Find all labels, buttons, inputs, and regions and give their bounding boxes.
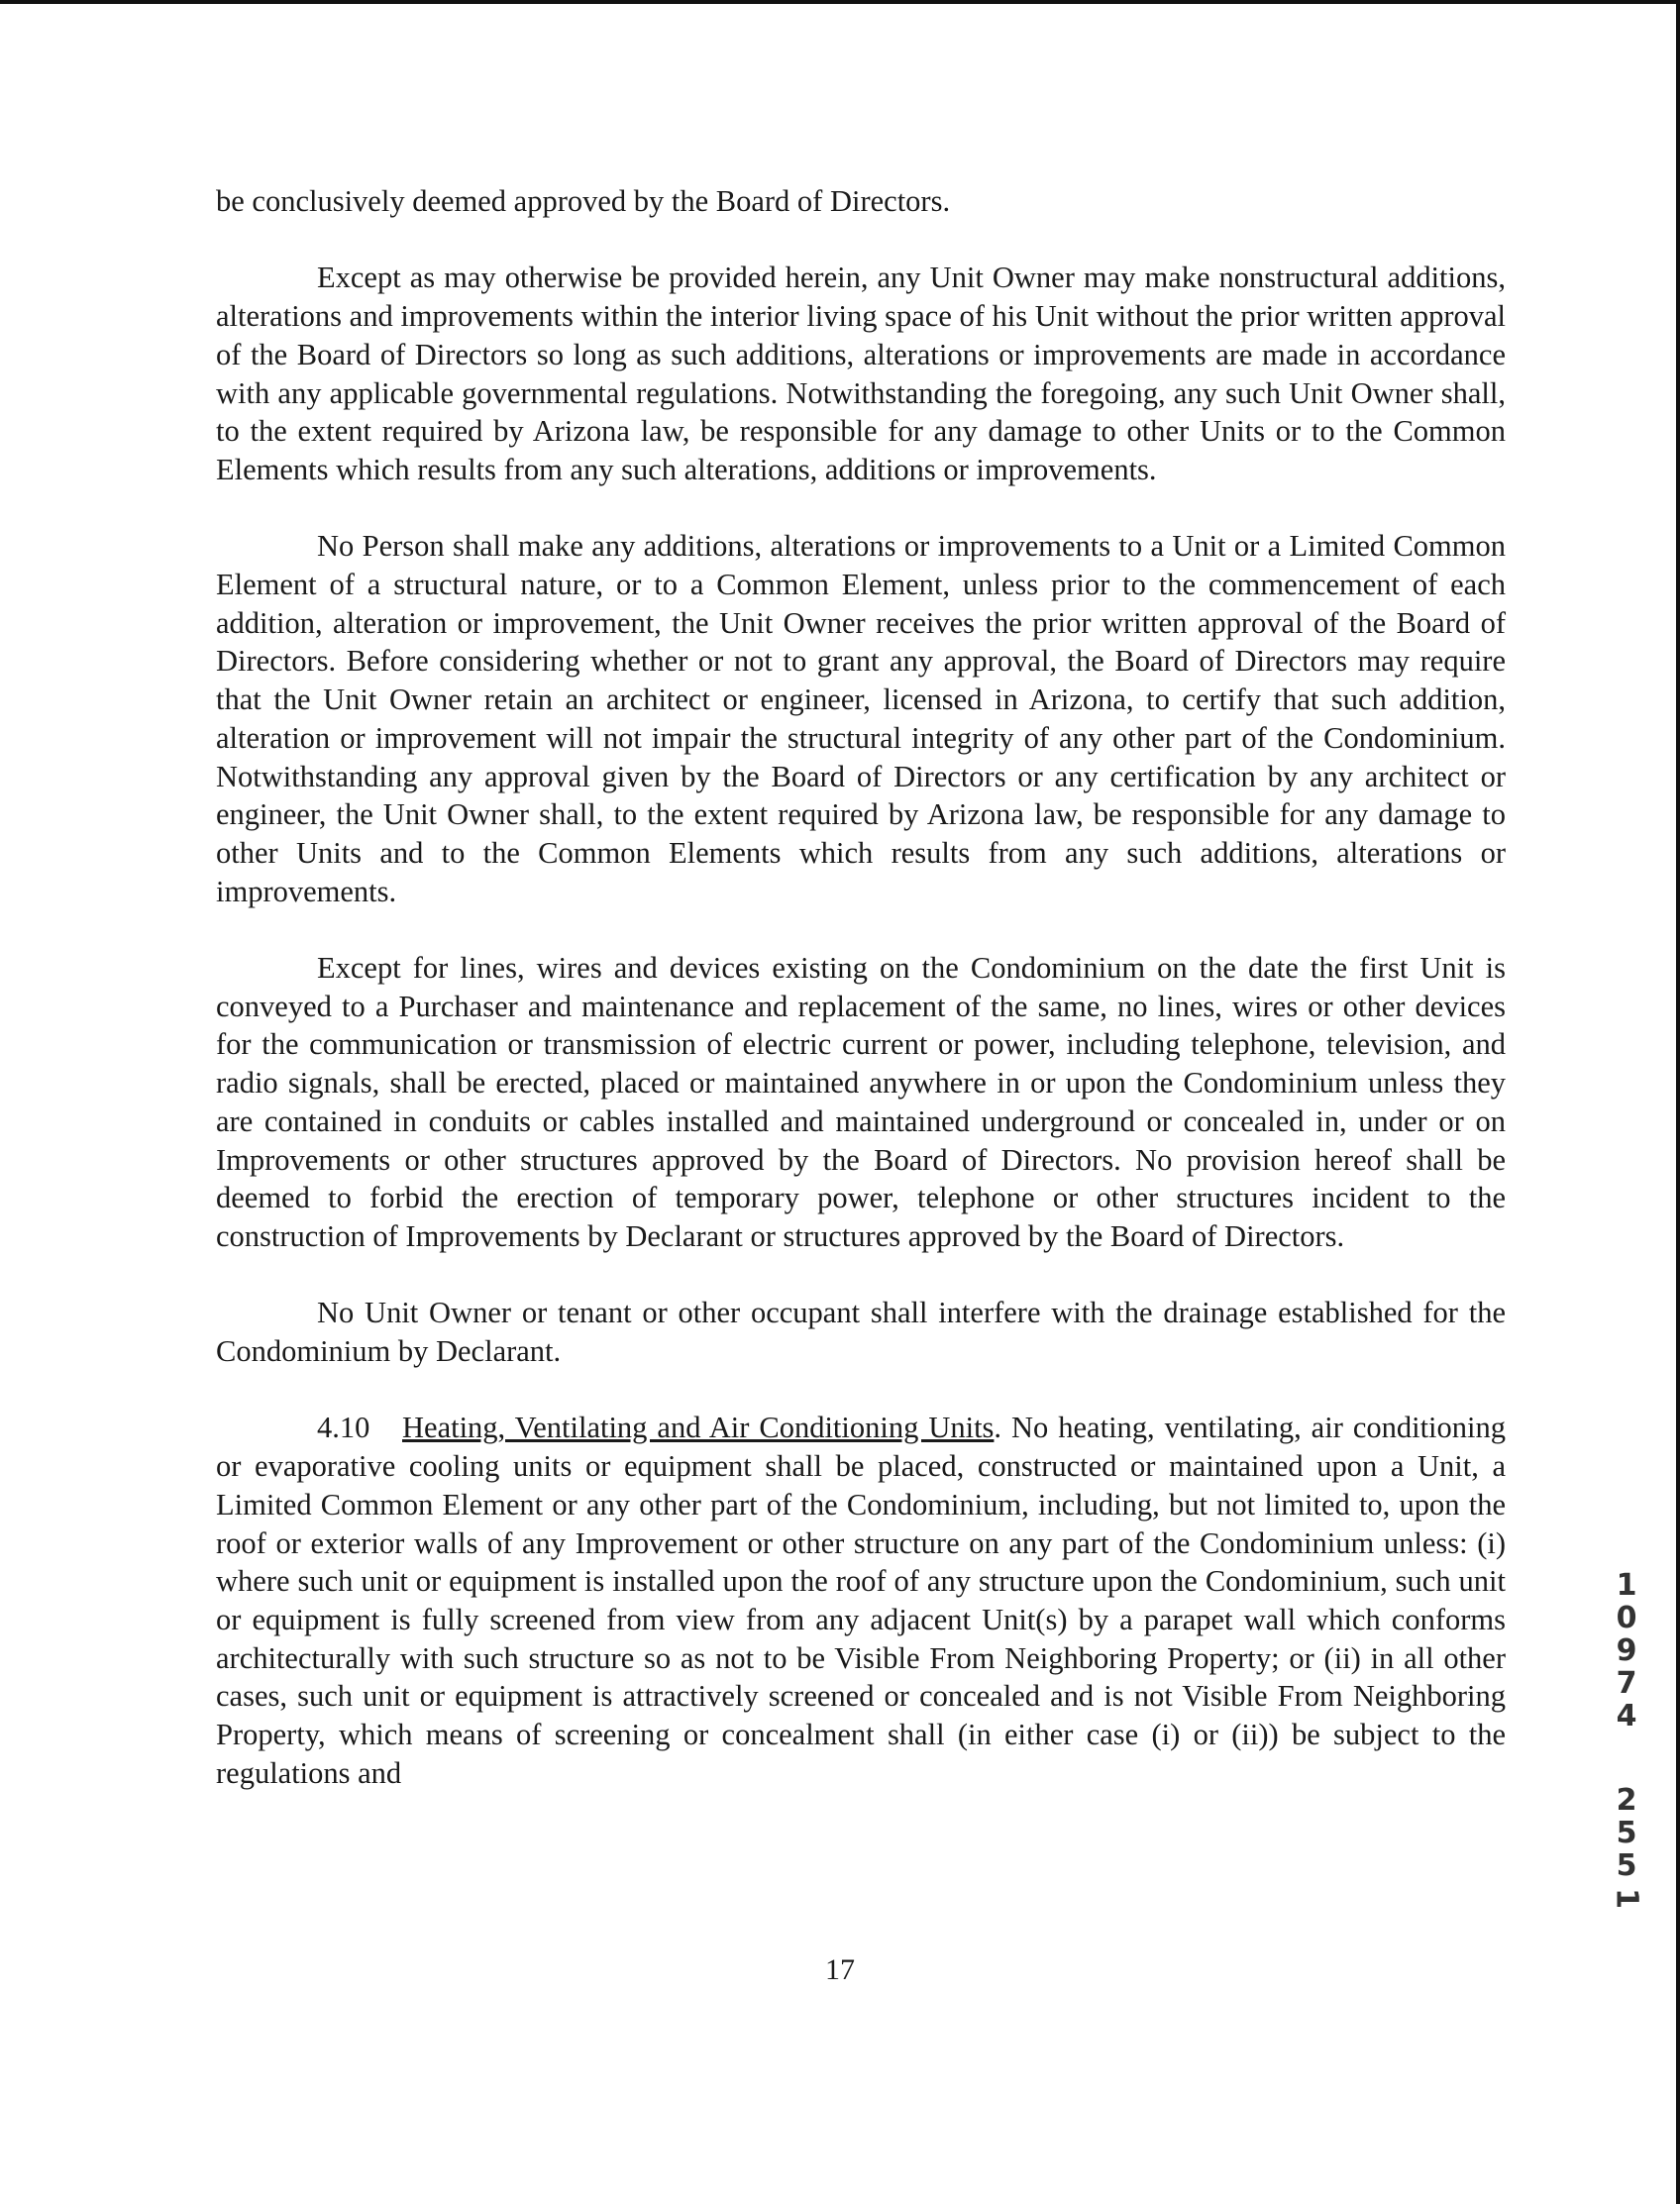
document-body — [216, 182, 1506, 1831]
stamp-digit: 2 — [1616, 1783, 1637, 1818]
stamp-digit: 0 — [1616, 1601, 1637, 1635]
section-title: Heating, Ventilating and Air Conditioning Units — [402, 1411, 995, 1445]
stamp-digit: 5 — [1616, 1816, 1637, 1850]
paragraph-structural-alterations: No Person shall make any additions, alterations or improvements to a Unit or a Limited Common Element of a structural nature, or to a Common Element, unless prior to the commencement of each addition, alteration or improvement, the Unit Owner receives the prior written approval of the Board of Directors. Before considering whether or not to grant any approval, the Board of Directors may require that the Unit Owner retain an architect or engineer, licensed in Arizona, to certify that such addition, alteration or improvement will not impair the structural integrity of any other part of the Condominium. Notwithstanding any approval given by the Board of Directors or any certification by any architect or engineer, the Unit Owner shall, to the extent required by Arizona law, be responsible for any damage to other Units and to the Common Elements which results from any such additions, alterations or improvements. — [216, 529, 1506, 908]
paragraph-nonstructural-alterations: Except as may otherwise be provided herein, any Unit Owner may make nonstructural additions, alterations and improvements within the interior living space of his Unit without the prior written approval of the Board of Directors so long as such additions, alterations or improvements are made in accordance with any applicable governmental regulations. Notwithstanding the foregoing, any such Unit Owner shall, to the extent required by Arizona law, be responsible for any damage to other Units or to the Common Elements which results from any such alterations, additions or improvements. — [216, 261, 1506, 486]
stamp-digit: 9 — [1616, 1633, 1637, 1668]
paragraph-lines-and-wires: Except for lines, wires and devices existing on the Condominium on the date the first Unit is conveyed to a Purchaser and maintenance and replacement of the same, no lines, wires or other devices for the communication or transmission of electric current or power, including telephone, television, and radio signals, shall be erected, placed or maintained anywhere in or upon the Condominium unless they are contained in conduits or cables installed and maintained underground or concealed in, under or on Improvements or other structures approved by the Board of Directors. No provision hereof shall be deemed to forbid the erection of temporary power, telephone or other structures incident to the construction of Improvements by Declarant or structures approved by the Board of Directors. — [216, 951, 1506, 1253]
paragraph-continuation: be conclusively deemed approved by the Board of Directors. — [216, 184, 951, 218]
stamp-digit: 7 — [1616, 1666, 1637, 1701]
section-4-10 — [216, 1409, 1506, 1792]
stamp-gap — [1609, 1732, 1644, 1784]
paragraph-drainage: No Unit Owner or tenant or other occupant shall interfere with the drainage established for the Condominium by Declarant. — [216, 1296, 1506, 1369]
page-number: 17 — [825, 1953, 855, 1986]
section-number: 4.10 — [317, 1411, 370, 1445]
stamp-digit: 5 — [1616, 1848, 1637, 1883]
stamp-digit: 1 — [1609, 1888, 1644, 1909]
stamp-digit: 1 — [1616, 1568, 1637, 1603]
stamp-digit: 4 — [1616, 1699, 1637, 1733]
recording-stamp — [1609, 1569, 1644, 1915]
section-text: . No heating, ventilating, air conditioning or evaporative cooling units or equipment shall be placed, constructed or maintained upon a Unit, a Limited Common Element or any other part of the Condominium, including, but not limited to, upon the roof or exterior walls of any Improvement or other structure on any part of the Condominium unless: (i) where such unit or equipment is installed upon the roof of any structure upon the Condominium, such unit or equipment is fully screened from view from any adjacent Unit(s) by a parapet wall which conforms architecturally with such structure so as not to be Visible From Neighboring Property; or (ii) in all other cases, such unit or equipment is attractively screened or concealed and is not Visible From Neighboring Property, which means of screening or concealment shall (in either case (i) or (ii)) be subject to the regulations and — [216, 1411, 1506, 1790]
